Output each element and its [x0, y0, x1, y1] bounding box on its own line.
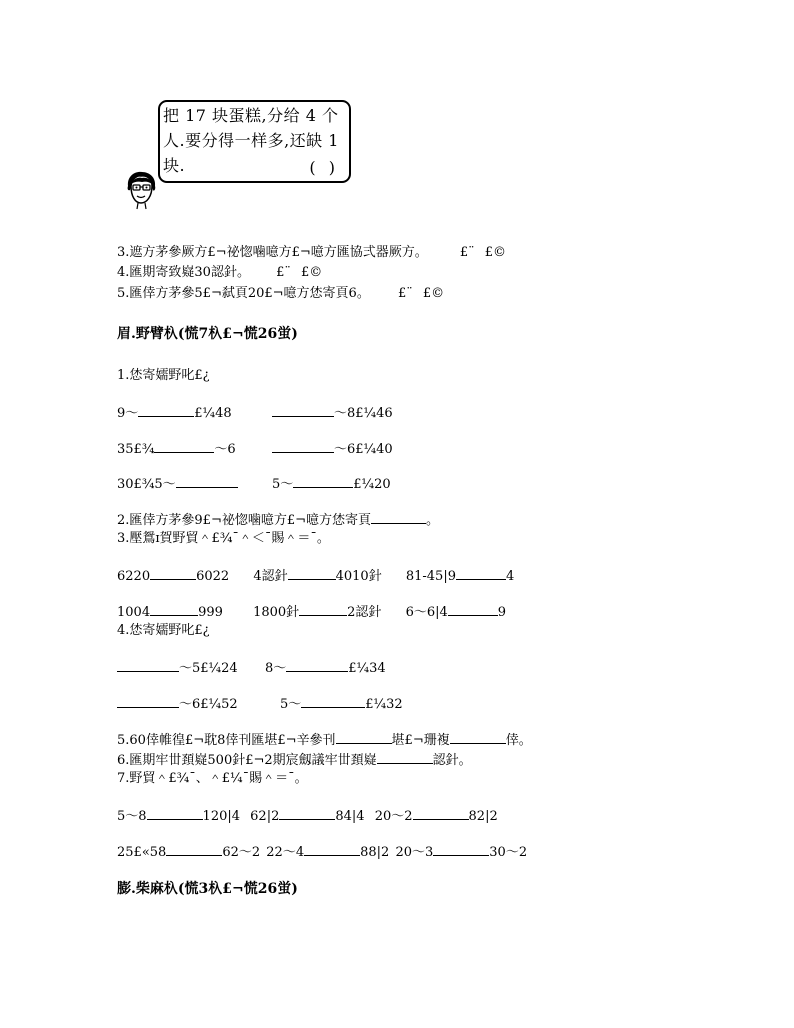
speech-bubble [158, 100, 351, 183]
judge-item-5-text: 5.匯倖方茅參5£¬弑頁20£¬噫方恷寄頁6。 [117, 286, 370, 301]
answer-blank[interactable] [154, 439, 214, 453]
question-6: 6.匯期牢丗頚嶷500針£¬2期宸劔議牢丗頚嶷 認針。 [117, 750, 472, 770]
judge-item-3 [117, 244, 506, 262]
answer-blank[interactable] [288, 566, 336, 580]
q1-row-3-left: 30£¾5～ [117, 474, 238, 494]
answer-blank[interactable] [150, 602, 198, 616]
q1-row-2-right: ～6£¼40 [272, 439, 393, 459]
answer-blank[interactable] [448, 602, 498, 616]
q4-row-2-right: 5～ £¼32 [280, 694, 403, 714]
answer-blank[interactable] [299, 602, 347, 616]
q4-row-1-right: 8～ £¼34 [265, 658, 386, 678]
judge-item-4-parens: £¨ £© [276, 265, 323, 280]
section-header-choice: 膨.柴麻杁(慌3杁£¬慌26蛍) [117, 881, 298, 897]
cartoon-face-icon [125, 170, 157, 210]
judge-item-5 [117, 285, 444, 303]
answer-blank[interactable] [456, 566, 506, 580]
answer-blank[interactable] [138, 403, 194, 417]
question-4: 4.恷寄嬬野叱£¿ [117, 623, 210, 638]
compare-row-1: 6220 6022 4認針 4010針 81-45|9 4 [117, 566, 514, 586]
q1-row-1-right: ～8£¼46 [272, 403, 393, 423]
answer-blank[interactable] [166, 842, 222, 856]
answer-blank[interactable] [433, 842, 489, 856]
judge-item-3-parens: £¨ £© [459, 245, 507, 260]
answer-blank[interactable] [304, 842, 360, 856]
q4-row-2-left: ～6£¼52 [117, 694, 238, 714]
bubble-text: 把 17 块蛋糕,分给 4 个人.要分得一样多,还缺 1 块. [163, 106, 339, 175]
answer-blank[interactable] [413, 806, 469, 820]
answer-blank[interactable] [286, 658, 348, 672]
answer-blank[interactable] [279, 806, 335, 820]
answer-blank[interactable] [371, 510, 426, 524]
question-2: 2.匯倖方茅參9£¬祕惚噛噫方£¬噫方恷寄頁 。 [117, 510, 439, 530]
answer-blank[interactable] [336, 730, 392, 744]
answer-blank[interactable] [176, 474, 238, 488]
question-7: 7.野貿＾£¾¯、＾£¼¯賜＾＝¯。 [117, 771, 308, 786]
q1-row-1-left: 9～ £¼48 [117, 403, 232, 423]
q1-row-3-right: 5～ £¼20 [272, 474, 391, 494]
q1-row-2-left: 35£¾ ～6 [117, 439, 236, 459]
answer-blank[interactable] [117, 694, 179, 708]
section-header-fill: 眉.野臂杁(慌7杁£¬慌26蛍) [117, 326, 298, 342]
question-1: 1.恷寄嬬野叱£¿ [117, 368, 210, 383]
answer-blank[interactable] [301, 694, 365, 708]
answer-blank[interactable] [117, 658, 179, 672]
answer-blank[interactable] [450, 730, 506, 744]
answer-blank[interactable] [293, 474, 353, 488]
question-3: 3.壓鴛ɪ賀野貿＾£¾¯＾＜¯賜＾＝¯。 [117, 531, 330, 546]
answer-blank[interactable] [272, 439, 334, 453]
fill-row-1: 5～8 120|4 62|2 84|4 20～2 82|2 [117, 806, 498, 826]
q4-row-1-left: ～5£¼24 [117, 658, 238, 678]
question-5: 5.60倖帷徨£¬耽8倖刊匯堪£¬辛參刊 堪£¬珊複 倖。 [117, 730, 532, 750]
judge-item-4 [117, 264, 322, 282]
answer-blank[interactable] [150, 566, 196, 580]
fill-row-2: 25£«58 62～2 22～4 88|2 20～3 30～2 [117, 842, 527, 862]
judge-item-4-text: 4.匯期寄致嶷30認針。 [117, 265, 250, 280]
compare-row-2: 1004 999 1800針 2認針 6～6|4 9 [117, 602, 506, 622]
answer-blank[interactable] [377, 750, 433, 764]
judge-item-5-parens: £¨ £© [397, 286, 445, 301]
answer-parentheses: ( ) [309, 158, 335, 177]
answer-blank[interactable] [272, 403, 334, 417]
judge-item-3-text: 3.遮方茅參厥方£¬祕惚噛噫方£¬噫方匯協弍器厥方。 [117, 245, 428, 260]
answer-blank[interactable] [147, 806, 203, 820]
